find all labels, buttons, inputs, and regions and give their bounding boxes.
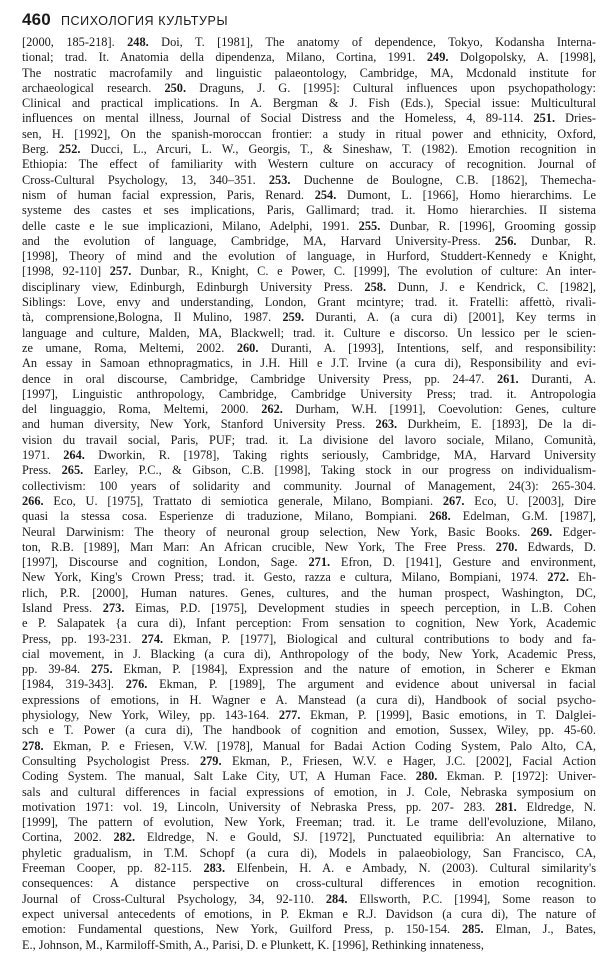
reference-text: delle caste e le sue implicazioni, Milano, Adelphi, 1991. [22, 218, 359, 233]
text-line [22, 570, 596, 585]
reference-number: 266. [22, 493, 44, 508]
reference-text: Eimas, P.D. [1975], Development studies in speech perception, in L.B. Cohen [124, 600, 596, 615]
reference-number: 259. [282, 310, 305, 325]
reference-text: Eldredge, N. [516, 799, 596, 814]
reference-text: Edger- [552, 524, 596, 539]
reference-number: 271. [308, 555, 331, 570]
text-line [22, 295, 596, 310]
reference-number: 279. [199, 753, 222, 768]
reference-number: 281. [495, 799, 517, 814]
text-line [22, 677, 596, 692]
text-line [22, 264, 596, 279]
text-line [22, 723, 596, 738]
reference-text: Press, pp. 193-231. [22, 631, 142, 646]
reference-text: Ducci, L., Arcuri, L. W., Georgis, T., & Sineshaw, T. (1982). Emotion recognition in [80, 142, 596, 157]
text-line [22, 35, 596, 50]
reference-text: quasi la stessa cosa. Esperienze di traduzione, Milano, Bompiani. [22, 509, 430, 524]
reference-text: Edwards, D. [517, 539, 596, 554]
reference-text: Ekman, P. [1984], Expression and the nature of emotion, in Scherer e Ekman [112, 662, 596, 677]
text-line [22, 127, 596, 142]
text-line [22, 142, 596, 157]
reference-number: 255. [358, 218, 381, 233]
reference-text: ze umane, Roma, Meltemi, 2002. [22, 340, 237, 355]
reference-text: Edelman, G.M. [1987], [450, 509, 596, 524]
text-line [22, 739, 596, 754]
reference-text: del linguaggio, Roma, Meltemi, 2000. [22, 402, 262, 417]
reference-number: 263. [375, 417, 398, 432]
reference-number: 254. [314, 187, 337, 202]
reference-text: Ekman, P. [1977], Biological and cultural contributions to body and fa- [163, 631, 596, 646]
reference-text: Durham, W.H. [1991], Coevolution: Genes, culture [282, 402, 596, 417]
reference-text: Eldredge, N. e Gould, SJ. [1972], Punctuated equilibria: An alternative to [135, 830, 596, 845]
reference-text: [1984, 319-343]. [22, 677, 126, 692]
reference-number: 258. [364, 279, 387, 294]
reference-number: 262. [261, 402, 283, 417]
reference-text: emotion: Fundamental questions, New York, Guilford Press, p. 150-154. [22, 922, 462, 937]
text-line [22, 830, 596, 845]
reference-number: 249. [426, 50, 449, 65]
reference-text: e P. Salapatek {a cura di), Infant perception: From sensation to cognition, New York, Academic [22, 616, 596, 631]
reference-text: Ekman, P. [1989], The argument and evidence about universal in facial [147, 677, 596, 692]
reference-text: Elman, J., Bates, [483, 922, 596, 937]
reference-number: 273. [102, 600, 125, 615]
text-line [22, 372, 596, 387]
reference-number: 268. [429, 509, 451, 524]
reference-text: sals and cultural differences in facial expressions of emotion, in J. Cole, Nebraska symposium on [22, 784, 596, 799]
reference-text: Duranti, A. [1993], Intentions, self, and responsibility: [258, 340, 596, 355]
reference-text: Ekman, P., Friesen, W.V. e Hager, J.C. [2002], Facial Action [221, 753, 596, 768]
reference-text: systeme des castes et ses implications, Paris, Gallimard; trad. it. Homo hierarchies. II sistema [22, 203, 596, 218]
reference-number: 278. [22, 738, 44, 753]
reference-text: expressions of emotions, in H. Wagner e A. Manstead (a cura di), Handbook of social psycho- [22, 692, 596, 707]
text-line [22, 173, 596, 188]
reference-text: Earley, P.C., & Gibson, C.B. [1998], Taking stock in our progress on individualism- [83, 463, 596, 478]
reference-text: Cross-Cultural Psychology, 13, 340–351. [22, 172, 269, 187]
reference-text: Elfenbein, H. A. e Ambady, N. (2003). Cultural similarity's [225, 861, 596, 876]
text-line [22, 81, 596, 96]
text-line [22, 540, 596, 555]
reference-text: Efron, D. [1941], Gesture and environment, [330, 555, 596, 570]
reference-text: sen, H. [1992], On the spanish-moroccan frontier: a study in ritual power and ethnicity, Oxford, [22, 126, 596, 141]
text-line [22, 234, 596, 249]
reference-number: 250. [164, 80, 187, 95]
reference-number: 264. [63, 448, 85, 463]
reference-text: Freeman Cooper, pp. 82-115. [22, 861, 204, 876]
text-line [22, 892, 596, 907]
reference-text: language and culture, Malden, MA, Blackwell; trad. it. Culture e discorso. Un lessico per le scien- [22, 325, 596, 340]
reference-text: Durkheim, E. [1893], De la di- [397, 417, 596, 432]
reference-text: E., Johnson, M., Karmiloff-Smith, A., Parisi, D. e Plunkett, K. [1996], Rethinking innateness, [22, 937, 484, 952]
reference-number: 257. [109, 264, 132, 279]
reference-number: 284. [325, 891, 348, 906]
reference-text: Draguns, J. G. [1995]: Cultural influences upon psychopathology: [186, 80, 596, 95]
running-title: ПСИХОЛОГИЯ КУЛЬТУРЫ [60, 14, 229, 28]
reference-text: Ekman. P. [1972]: Univer- [437, 769, 596, 784]
reference-text: Duranti, A. [518, 371, 596, 386]
reference-text: Island Press. [22, 600, 103, 615]
text-line [22, 219, 596, 234]
reference-text: [1997], Discourse and cognition, London, Sage. [22, 555, 309, 570]
reference-text: Dolgopolsky, A. [1998], [448, 50, 596, 65]
reference-text: Coding System. The manual, Salt Lake City, UT, A Human Face. [22, 769, 416, 784]
text-line [22, 356, 596, 371]
reference-text: An essay in Samoan ethnopragmatics, in J.H. Hill e J.T. Irvine (a cura di), Responsibility and evi- [22, 356, 596, 371]
reference-number: 256. [494, 233, 517, 248]
reference-text: The nostratic macrofamily and linguistic palaeontology, Cambridge, MA, Mcdonald institute for [22, 65, 596, 80]
reference-text: influences on mental illness, Journal of Social Distress and the Homeless, 4, 89-114. [22, 111, 534, 126]
text-line [22, 66, 596, 81]
reference-text: and the evolution of language, Cambridge, MA, Harvard University-Press. [22, 233, 495, 248]
reference-text: Dunbar, R. [516, 233, 596, 248]
reference-number: 275. [90, 662, 113, 677]
reference-text: [1997], Linguistic anthropology, Cambridge, Cambridge University Press; trad. it. Antropologia [22, 386, 596, 401]
reference-text: nism of human facial expression, Paris, Renard. [22, 187, 315, 202]
reference-text: Duchenne de Boulogne, C.B. [1862], Themecha- [290, 172, 596, 187]
reference-text: archaeological research. [22, 80, 165, 95]
reference-number: 251. [533, 111, 556, 126]
text-line [22, 662, 596, 677]
reference-number: 285. [462, 922, 484, 937]
reference-text: [1998], Theory of mind and the evolution of language, in Hurford, Studdert-Kennedy e Knight, [22, 249, 596, 264]
reference-number: 269. [530, 524, 553, 539]
reference-text: vision du travail social, Paris, PUF; trad. it. La divisione del lavoro sociale, Milano, Comunità, [22, 432, 596, 447]
text-line [22, 494, 596, 509]
reference-text: Eco, U. [2003], Dire [464, 493, 596, 508]
text-line [22, 433, 596, 448]
reference-text: Doi, T. [1981], The anatomy of dependence, Tokyo, Kodansha Interna- [148, 35, 596, 49]
text-line [22, 387, 596, 402]
reference-text: Dunn, J. e Kendrick, C. [1982], [386, 279, 596, 294]
text-line [22, 203, 596, 218]
reference-text: [1998, 92-110] [22, 264, 110, 279]
reference-text: collectivism: 100 years of solidarity and community. Journal of Management, 24(3): 265-304. [22, 478, 596, 493]
reference-text: Clinical and practical implications. In A. Bergman & J. Fish (Eds.), Special issue: Multicultural [22, 96, 596, 111]
reference-number: 270. [495, 539, 518, 554]
reference-text: sch e T. Power (a cura di), The handbook of cognition and emotion, Sussex, Wiley, pp. 45-60. [22, 723, 596, 738]
reference-text: Siblings: Love, envy and understanding, London, Grant mcintyre; trad. it. Fratelli: affettò, rivalì- [22, 295, 596, 310]
reference-text: expect universal antecedents of emotions, in P. Ekman e R.J. Davidson (a cura di), The nature of [22, 906, 596, 921]
text-line [22, 815, 596, 830]
reference-number: 260. [236, 340, 259, 355]
reference-text: Press. [22, 463, 62, 478]
reference-text: Dries- [555, 111, 596, 126]
text-line [22, 555, 596, 570]
text-line [22, 280, 596, 295]
reference-number: 252. [58, 142, 81, 157]
reference-text: Dunbar, R., Knight, C. e Power, C. [1999], The evolution of culture: An inter- [131, 264, 596, 279]
reference-number: 267. [442, 493, 465, 508]
text-line [22, 647, 596, 662]
text-line [22, 586, 596, 601]
reference-number: 282. [113, 830, 136, 845]
text-line [22, 188, 596, 203]
reference-text: New York, King's Crown Press; trad. it. Gesto, razza e cultura, Milano, Bompiani, 1974. [22, 570, 548, 585]
reference-text: 1971. [22, 448, 64, 463]
reference-number: 280. [415, 769, 438, 784]
bibliography-text [22, 35, 596, 953]
text-line [22, 402, 596, 417]
reference-text: Neural Darwinism: The theory of neuronal group selection, New York, Basic Books. [22, 524, 531, 539]
text-line [22, 96, 596, 111]
reference-text: cial movement, in J. Blacking (a cura di), Anthropology of the body, New York, Academic Press, [22, 646, 596, 661]
reference-text: Dunbar, R. [1996], Grooming gossip [380, 218, 596, 233]
reference-number: 276. [125, 677, 148, 692]
reference-text: physiology, New York, Wiley, pp. 143-164. [22, 708, 279, 723]
text-line [22, 249, 596, 264]
reference-text: Eh- [568, 570, 596, 585]
text-line [22, 448, 596, 463]
text-line [22, 326, 596, 341]
reference-number: 277. [278, 708, 301, 723]
text-line [22, 310, 596, 325]
reference-number: 283. [203, 861, 226, 876]
reference-text: Dumont, L. [1966], Homo hierarchims. Le [336, 187, 596, 202]
reference-number: 253. [268, 172, 291, 187]
reference-text: and human diversity, New York, Stanford University Press. [22, 417, 376, 432]
reference-text: Ethiopia: The effect of familiarity with Western culture on accuracy of recognition. Journal of [22, 157, 596, 172]
text-line [22, 509, 596, 524]
reference-text: [2000, 185-218]. [22, 35, 128, 49]
text-line [22, 157, 596, 172]
reference-text: Dworkin, R. [1978], Taking rights seriously, Cambridge, MA, Harvard University [84, 448, 597, 463]
text-line [22, 417, 596, 432]
reference-text: consequences: A distance perspective on cross-cultural differences in emotion recognition. [22, 876, 596, 891]
text-line [22, 111, 596, 126]
reference-text: phyletic gradualism, in T.M. Schopf (a cura di), Models in palaeobiology, San Francisco, CA, [22, 845, 596, 860]
text-line [22, 861, 596, 876]
text-line [22, 479, 596, 494]
text-line [22, 876, 596, 891]
text-line [22, 769, 596, 784]
text-line [22, 907, 596, 922]
reference-text: disciplinary view, Edinburgh, Edinburgh University Press. [22, 279, 365, 294]
reference-text: ton, R.B. [1989], Мап Мап: An African crucible, New York, The Free Press. [22, 539, 496, 554]
reference-text: Journal of Cross-Cultural Psychology, 34, 92-110. [22, 891, 326, 906]
text-line [22, 938, 596, 953]
reference-text: Eco, U. [1975], Trattato di semiotica generale, Milano, Bompiani. [43, 493, 443, 508]
text-line [22, 846, 596, 861]
text-line [22, 601, 596, 616]
text-line [22, 800, 596, 815]
reference-text: Duranti, A. (a cura di) [2001], Key terms in [304, 310, 597, 325]
text-line [22, 785, 596, 800]
reference-text: Berg. [22, 142, 59, 157]
reference-text: Ellsworth, P.C. [1994], Some reason to [347, 891, 597, 906]
text-line [22, 754, 596, 769]
reference-text: dence in oral discourse, Cambridge, Cambridge University Press, pp. 24-47. [22, 371, 497, 386]
reference-text: pp. 39-84. [22, 662, 91, 677]
text-line [22, 922, 596, 937]
text-line [22, 341, 596, 356]
reference-number: 261. [497, 371, 519, 386]
reference-text: [1999], The pattern of evolution, New York, Freeman; trad. it. Le trame dell'evoluzione, Milano, [22, 815, 596, 830]
reference-number: 272. [547, 570, 569, 585]
reference-text: Cortina, 2002. [22, 830, 114, 845]
reference-text: Ekman, P. e Friesen, V.W. [1978], Manual for Badai Action Coding System, Palo Alto, CA, [43, 738, 596, 753]
reference-number: 265. [61, 463, 84, 478]
reference-text: Consulting Psychologist Press. [22, 753, 200, 768]
text-line [22, 525, 596, 540]
text-line [22, 632, 596, 647]
text-line [22, 463, 596, 478]
text-line [22, 708, 596, 723]
reference-text: Ekman, P. [1999], Basic emotions, in T. Dalglei- [300, 708, 596, 723]
reference-text: tional; trad. It. Anatomia della dipendenza, Milano, Cortina, 1991. [22, 50, 427, 65]
reference-text: motivation 1971: vol. 19, Lincoln, University of Nebraska Press, pp. 207- 283. [22, 799, 496, 814]
reference-text: tà, comprensione,Bologna, Il Mulino, 1987. [22, 310, 283, 325]
reference-number: 248. [127, 35, 149, 49]
text-line [22, 50, 596, 65]
text-line [22, 616, 596, 631]
reference-text: rlich, P.R. [2000], Human natures. Genes, cultures, and the human prospect, Washington, DC, [22, 585, 596, 600]
text-line [22, 693, 596, 708]
page-header [22, 10, 560, 32]
reference-number: 274. [141, 631, 164, 646]
page-number: 460 [22, 10, 51, 29]
